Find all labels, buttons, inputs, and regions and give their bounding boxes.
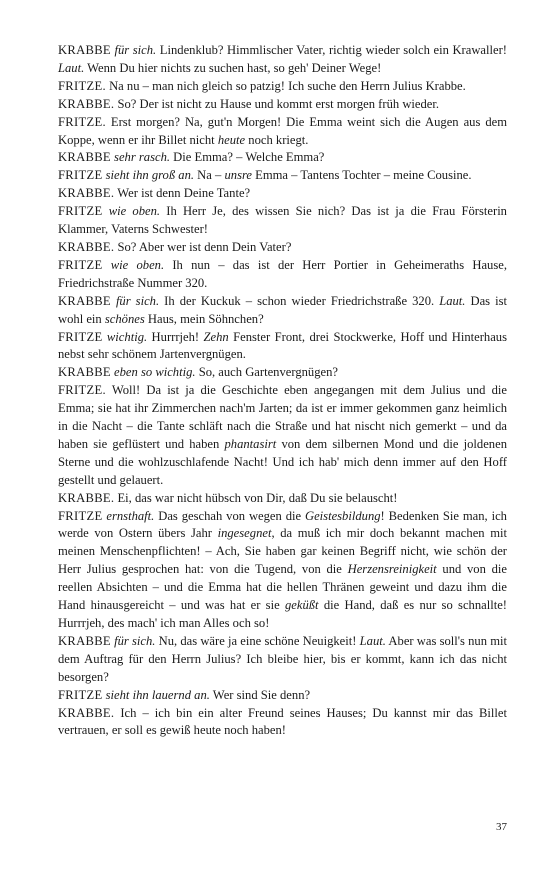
speaker-name: KRABBE.	[58, 490, 115, 505]
speaker-name: KRABBE	[58, 150, 111, 165]
dialogue-text: Erst morgen? Na, gut'n Morgen! Die Emma weint sich die Augen aus dem Koppe, wenn er ihr Billet nicht	[58, 114, 507, 147]
speaker-name: FRITZE	[58, 329, 103, 344]
dialogue-text: von dem silbernen Mond und die joldenen Sterne und die wohlzuschlafende Nacht! Und ich hab' mich denn immer auf den Hoff gestellt und gelauert.	[58, 436, 507, 487]
speaker-name: FRITZE	[58, 204, 103, 219]
speaker-name: FRITZE	[58, 687, 103, 702]
dialogue-paragraph	[58, 705, 507, 741]
dialogue-text: noch kriegt.	[245, 132, 309, 147]
stage-direction: eben so wichtig.	[114, 365, 196, 380]
dialogue-paragraph	[58, 293, 507, 329]
dialogue-paragraph	[58, 149, 507, 167]
page-text	[58, 42, 507, 740]
emphasis: ingesegnet	[217, 526, 272, 541]
dialogue-text: Das geschah von wegen die	[154, 508, 305, 523]
text-segment	[102, 258, 110, 272]
speaker-name: KRABBE	[58, 365, 111, 380]
dialogue-text: die Hand, daß es nur so schnallte! Hurrrjeh, des mach' ich man Alles och so!	[58, 598, 507, 630]
dialogue-text: Haus, mein Söhnchen?	[144, 311, 264, 326]
speaker-name: KRABBE	[58, 633, 111, 648]
dialogue-paragraph	[58, 78, 507, 96]
page-number: 37	[496, 821, 507, 833]
emphasis: unsre	[224, 168, 252, 183]
dialogue-text: Wer ist denn Deine Tante?	[114, 186, 251, 201]
emphasis: Herzensreinigkeit	[347, 562, 437, 577]
dialogue-text: Aber was soll's nun mit dem Auftrag für den Herrn Julius? Ich bleibe hier, bis er kommt, kann ich das nicht besorgen?	[58, 633, 508, 684]
stage-direction: Laut.	[58, 60, 85, 75]
speaker-name: KRABBE	[58, 43, 111, 57]
speaker-name: FRITZE	[58, 257, 103, 272]
emphasis: phantasirt	[224, 436, 277, 451]
dialogue-paragraph	[58, 257, 507, 293]
dialogue-paragraph	[58, 114, 507, 150]
stage-direction: sehr rasch.	[114, 150, 171, 165]
stage-direction: Laut.	[359, 633, 386, 648]
dialogue-text: Ih Herr Je, des wissen Sie nich? Das ist ja die Frau Försterin Klammer, Vaterns Schwester!	[58, 204, 507, 237]
dialogue-paragraph	[58, 508, 507, 633]
dialogue-paragraph	[58, 203, 507, 239]
emphasis: geküßt	[284, 598, 319, 613]
dialogue-paragraph	[58, 42, 507, 78]
dialogue-text: Das ist wohl ein	[58, 293, 508, 326]
dialogue-text: Na –	[194, 168, 225, 183]
speaker-name: FRITZE.	[58, 383, 106, 398]
dialogue-paragraph	[58, 382, 507, 489]
dialogue-text: Ei, das war nicht hübsch von Dir, daß Du sie belauscht!	[114, 490, 398, 505]
emphasis: Zehn	[203, 329, 229, 344]
stage-direction: für sich.	[114, 43, 157, 57]
dialogue-paragraph	[58, 239, 507, 257]
dialogue-text: So? Der ist nicht zu Hause und kommt erst morgen früh wieder.	[114, 96, 440, 111]
stage-direction: wie oben.	[108, 204, 161, 219]
dialogue-text: Ich – ich bin ein alter Freund seines Hauses; Du kannst mir das Billet vertrauen, er soll es gewiß heute noch haben!	[58, 705, 507, 738]
dialogue-text: Nu, das wäre ja eine schöne Neuigkeit!	[155, 633, 360, 648]
stage-direction: Laut.	[439, 293, 466, 308]
speaker-name: KRABBE.	[58, 96, 115, 111]
stage-direction: wichtig.	[106, 329, 148, 344]
dialogue-text: Die Emma? – Welche Emma?	[170, 150, 325, 165]
stage-direction: sieht ihn lauernd an.	[105, 687, 210, 702]
speaker-name: KRABBE	[58, 293, 111, 308]
speaker-name: KRABBE.	[58, 186, 115, 201]
emphasis: schönes	[104, 311, 145, 326]
dialogue-text: Wenn Du hier nichts zu suchen hast, so geh' Deiner Wege!	[84, 60, 382, 75]
dialogue-paragraph	[58, 364, 507, 382]
dialogue-text: , da muß ich mir doch bekannt machen mit meinen Menschenpflichten! – Ach, Sie haben gar keinen Begriff nicht, wie schön der Herr Julius gesprochen hat: von die Tugend, von die	[58, 526, 507, 577]
dialogue-text: Fenster Front, drei Stockwerke, Hoff und Hinterhaus nebst sehr schönem Jartenvergnügen.	[58, 329, 507, 362]
speaker-name: FRITZE	[58, 168, 103, 183]
stage-direction: wie oben.	[110, 257, 165, 272]
dialogue-text: Na nu – man nich gleich so patzig! Ich suche den Herrn Julius Krabbe.	[105, 78, 466, 93]
dialogue-text: Ih nun – das ist der Herr Portier in Geheimeraths Hause, Friedrichstraße Nummer 320.	[58, 257, 507, 290]
dialogue-text: Ih der Kuckuk – schon wieder Friedrichstraße 320.	[159, 293, 440, 308]
stage-direction: sieht ihn groß an.	[105, 168, 195, 183]
stage-direction: für sich.	[114, 633, 156, 648]
dialogue-text: Wer sind Sie denn?	[209, 687, 311, 702]
dialogue-paragraph	[58, 633, 507, 687]
dialogue-text: Hurrrjeh!	[147, 329, 204, 344]
speaker-name: FRITZE	[58, 508, 103, 523]
dialogue-text: und von die reellen Absichten – und die Emma hat die hellen Thränen geweint und dazu ihm die Hand hinausgereicht – und was hat er sie	[58, 562, 507, 613]
speaker-name: FRITZE.	[58, 78, 106, 93]
dialogue-text: So, auch Gartenvergnügen?	[195, 365, 338, 380]
dialogue-paragraph	[58, 687, 507, 705]
dialogue-text: Lindenklub? Himmlischer Vater, richtig wieder solch ein Krawaller!	[156, 43, 507, 57]
stage-direction: für sich.	[115, 293, 160, 308]
dialogue-paragraph	[58, 167, 507, 185]
emphasis: heute	[217, 132, 246, 147]
dialogue-text: ! Bedenken Sie man, ich werde von Ostern übers Jahr	[58, 508, 507, 541]
dialogue-paragraph	[58, 490, 507, 508]
dialogue-paragraph	[58, 96, 507, 114]
dialogue-text: Emma – Tantens Tochter – meine Cousine.	[252, 168, 472, 183]
speaker-name: KRABBE.	[58, 239, 115, 254]
speaker-name: KRABBE.	[58, 705, 115, 720]
stage-direction: ernsthaft.	[106, 508, 155, 523]
dialogue-text: So? Aber wer ist denn Dein Vater?	[114, 239, 292, 254]
dialogue-text: Woll! Da ist ja die Geschichte eben angegangen mit dem Julius und die Emma; sie hat ihr Zimmerchen nach'm Jarten; da ist er immer gekommen ganz heimlich in die Nacht – die Tante schläft nach die Straße und hat nischt nich gemerkt – und da haben sie geflüstert und haben	[58, 383, 507, 451]
emphasis: Geistesbildung	[304, 508, 381, 523]
dialogue-paragraph	[58, 329, 507, 365]
dialogue-paragraph	[58, 185, 507, 203]
speaker-name: FRITZE.	[58, 114, 106, 129]
